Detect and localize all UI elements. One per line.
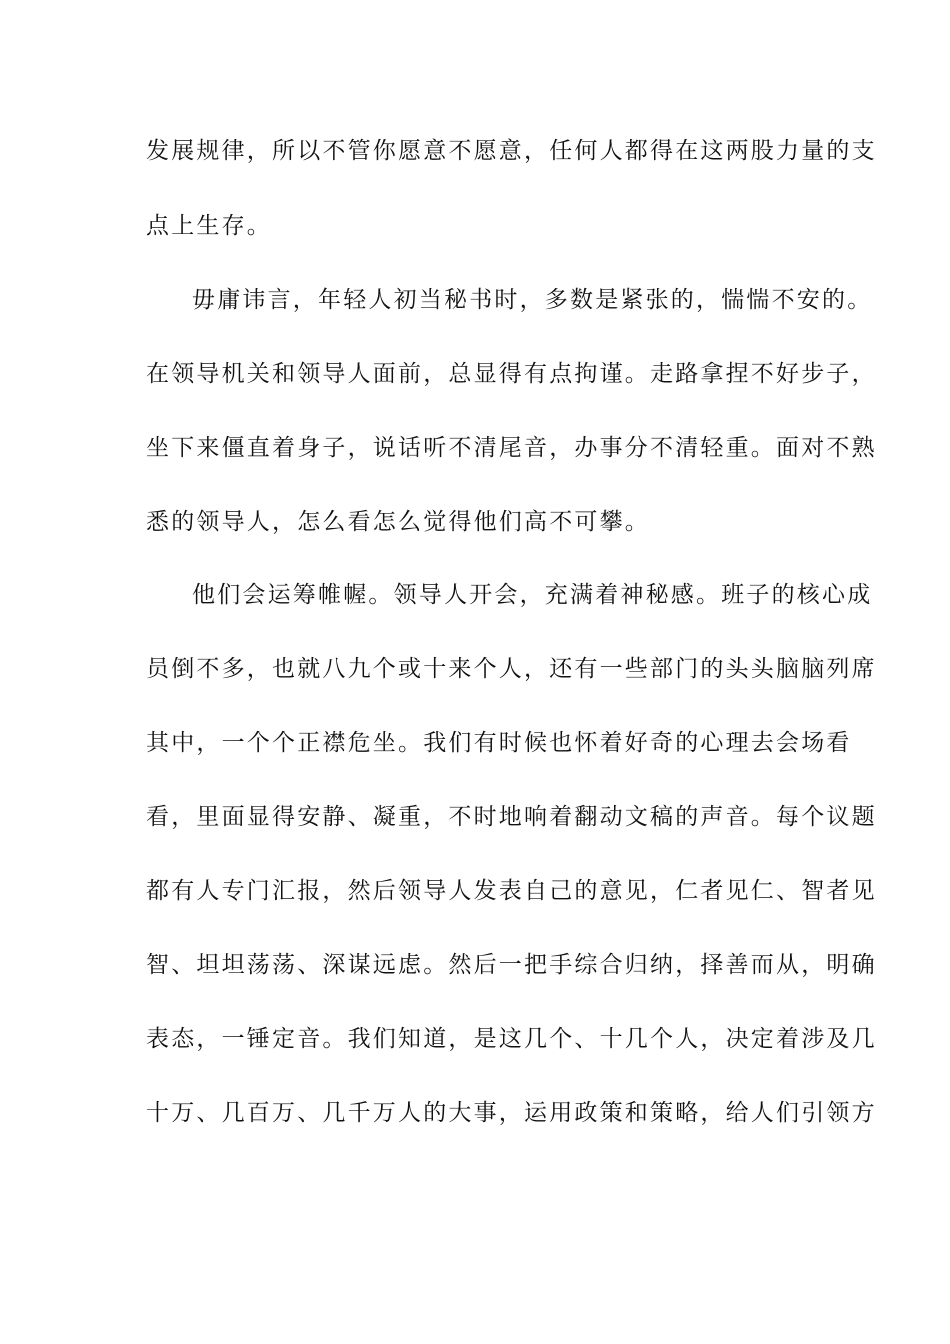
paragraph-2-line-1: 毋庸讳言，年轻人初当秘书时，多数是紧张的，惴惴不安的。: [192, 287, 873, 313]
text-line-2: 点上生存。: [146, 213, 272, 239]
text-line-13: 表态，一锤定音。我们知道，是这几个、十几个人，决定着涉及几: [146, 1026, 877, 1052]
text-line-8: 员倒不多，也就八九个或十来个人，还有一些部门的头头脑脑列席: [146, 656, 877, 682]
text-line-5: 坐下来僵直着身子，说话听不清尾音，办事分不清轻重。面对不熟: [146, 435, 877, 461]
text-line-4: 在领导机关和领导人面前，总显得有点拘谨。走路拿捏不好步子，: [146, 361, 877, 387]
text-line-12: 智、坦坦荡荡、深谋远虑。然后一把手综合归纳，择善而从，明确: [146, 952, 877, 978]
text-line-14: 十万、几百万、几千万人的大事，运用政策和策略，给人们引领方: [146, 1100, 877, 1126]
text-line-9: 其中，一个个正襟危坐。我们有时候也怀着好奇的心理去会场看: [146, 730, 852, 756]
text-line-1: 发展规律，所以不管你愿意不愿意，任何人都得在这两股力量的支: [146, 138, 877, 164]
text-line-11: 都有人专门汇报，然后领导人发表自己的意见，仁者见仁、智者见: [146, 878, 877, 904]
text-line-6: 悉的领导人，怎么看怎么觉得他们高不可攀。: [146, 509, 650, 535]
text-line-10: 看，里面显得安静、凝重，不时地响着翻动文稿的声音。每个议题: [146, 804, 877, 830]
paragraph-3-line-1: 他们会运筹帷幄。领导人开会，充满着神秘感。班子的核心成: [192, 582, 873, 608]
